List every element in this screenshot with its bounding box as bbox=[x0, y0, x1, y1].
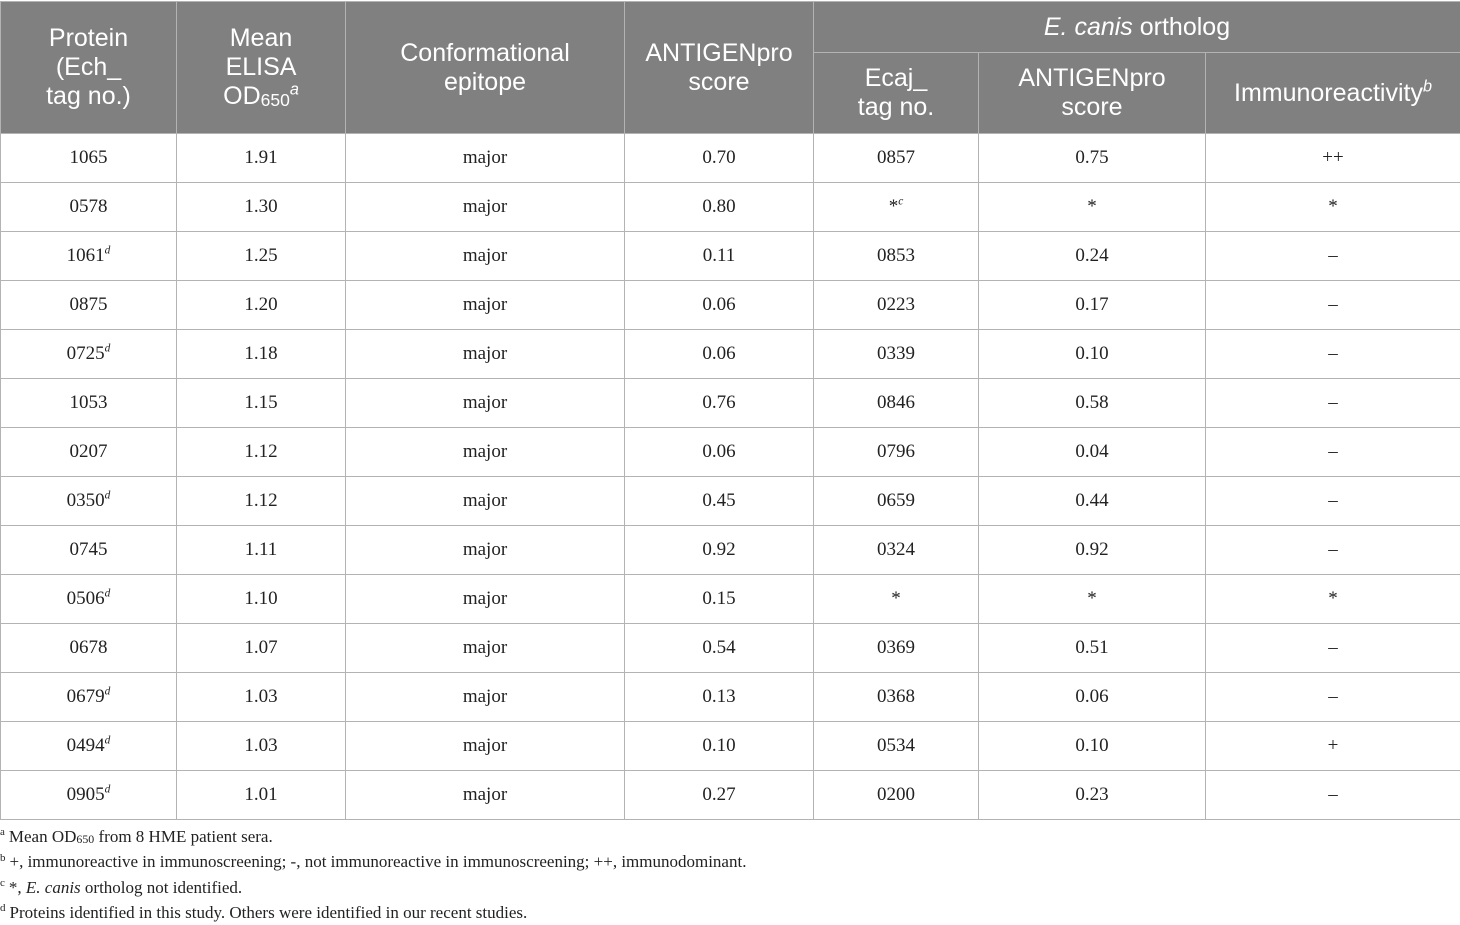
cell-epitope: major bbox=[346, 722, 625, 771]
cell-protein: 0578 bbox=[1, 183, 177, 232]
table-row bbox=[1, 428, 1460, 477]
cell-epitope: major bbox=[346, 232, 625, 281]
table-row bbox=[1, 673, 1460, 722]
footnote-marker: d bbox=[105, 735, 111, 747]
footnote-c: $^c$ *, E. canis ortholog not identified. bbox=[0, 875, 1460, 900]
cell-mean-od: 1.12 bbox=[177, 477, 346, 526]
cell-immunoreactivity: – bbox=[1206, 281, 1460, 330]
footnote-marker: a bbox=[290, 81, 299, 99]
cell-protein: 0350$^d$ bbox=[1, 477, 177, 526]
cell-antigenpro-score: 0.06 bbox=[625, 428, 814, 477]
col-header-antigenpro-score: ANTIGENpro score bbox=[625, 2, 814, 134]
col-header-mean-elisa: Mean ELISA $OD_{650}^a$ bbox=[177, 2, 346, 134]
table-row bbox=[1, 232, 1460, 281]
footnote-d: $^d$ Proteins identified in this study. Others were identified in our recent studies. bbox=[0, 900, 1460, 925]
cell-immunoreactivity: – bbox=[1206, 624, 1460, 673]
cell-epitope: major bbox=[346, 379, 625, 428]
cell-immunoreactivity: – bbox=[1206, 428, 1460, 477]
cell-antigenpro-score: 0.76 bbox=[625, 379, 814, 428]
cell-ecaj-tag: 0324 bbox=[814, 526, 979, 575]
cell-ortholog-score: 0.23 bbox=[979, 771, 1206, 820]
cell-ecaj-tag: *$^c$ bbox=[814, 183, 979, 232]
cell-ortholog-score: 0.17 bbox=[979, 281, 1206, 330]
footnote-marker: c bbox=[898, 196, 903, 208]
cell-immunoreactivity: – bbox=[1206, 673, 1460, 722]
cell-epitope: major bbox=[346, 330, 625, 379]
cell-ortholog-score: 0.10 bbox=[979, 722, 1206, 771]
cell-ecaj-tag: 0223 bbox=[814, 281, 979, 330]
table-row bbox=[1, 281, 1460, 330]
table-row bbox=[1, 330, 1460, 379]
cell-ortholog-score: 0.44 bbox=[979, 477, 1206, 526]
cell-antigenpro-score: 0.92 bbox=[625, 526, 814, 575]
table-row bbox=[1, 771, 1460, 820]
cell-ortholog-score: * bbox=[979, 575, 1206, 624]
cell-protein: 0678 bbox=[1, 624, 177, 673]
cell-immunoreactivity: * bbox=[1206, 575, 1460, 624]
cell-immunoreactivity: * bbox=[1206, 183, 1460, 232]
cell-protein: 0207 bbox=[1, 428, 177, 477]
footnote-marker: d bbox=[105, 686, 111, 698]
cell-antigenpro-score: 0.45 bbox=[625, 477, 814, 526]
cell-mean-od: 1.20 bbox=[177, 281, 346, 330]
table-row bbox=[1, 477, 1460, 526]
cell-antigenpro-score: 0.27 bbox=[625, 771, 814, 820]
table-row bbox=[1, 134, 1460, 183]
cell-protein: 1065 bbox=[1, 134, 177, 183]
cell-mean-od: 1.07 bbox=[177, 624, 346, 673]
cell-mean-od: 1.10 bbox=[177, 575, 346, 624]
cell-mean-od: 1.18 bbox=[177, 330, 346, 379]
footnote-marker: d bbox=[105, 490, 111, 502]
cell-immunoreactivity: – bbox=[1206, 379, 1460, 428]
cell-epitope: major bbox=[346, 281, 625, 330]
table-row bbox=[1, 575, 1460, 624]
cell-ortholog-score: 0.10 bbox=[979, 330, 1206, 379]
cell-antigenpro-score: 0.06 bbox=[625, 330, 814, 379]
cell-immunoreactivity: + bbox=[1206, 722, 1460, 771]
cell-epitope: major bbox=[346, 771, 625, 820]
cell-antigenpro-score: 0.70 bbox=[625, 134, 814, 183]
cell-epitope: major bbox=[346, 183, 625, 232]
cell-mean-od: 1.25 bbox=[177, 232, 346, 281]
cell-protein: 0905$^d$ bbox=[1, 771, 177, 820]
cell-ecaj-tag: 0796 bbox=[814, 428, 979, 477]
cell-epitope: major bbox=[346, 624, 625, 673]
cell-ecaj-tag: 0534 bbox=[814, 722, 979, 771]
cell-mean-od: 1.03 bbox=[177, 722, 346, 771]
cell-immunoreactivity: – bbox=[1206, 232, 1460, 281]
cell-epitope: major bbox=[346, 526, 625, 575]
cell-mean-od: 1.03 bbox=[177, 673, 346, 722]
cell-mean-od: 1.01 bbox=[177, 771, 346, 820]
cell-antigenpro-score: 0.10 bbox=[625, 722, 814, 771]
cell-antigenpro-score: 0.80 bbox=[625, 183, 814, 232]
footnote-marker: b bbox=[1423, 77, 1432, 95]
cell-immunoreactivity: – bbox=[1206, 771, 1460, 820]
col-header-conformational-epitope: Conformational epitope bbox=[346, 2, 625, 134]
data-table bbox=[0, 1, 1460, 820]
footnote-b: $^b$ +, immunoreactive in immunoscreening; -, not immunoreactive in immunoscreening; ++, immunodominant. bbox=[0, 849, 1460, 874]
cell-epitope: major bbox=[346, 134, 625, 183]
cell-ecaj-tag: 0853 bbox=[814, 232, 979, 281]
col-header-ecaj-tag: Ecaj_ tag no. bbox=[814, 53, 979, 134]
cell-protein: 1061$^d$ bbox=[1, 232, 177, 281]
cell-mean-od: 1.91 bbox=[177, 134, 346, 183]
cell-ecaj-tag: * bbox=[814, 575, 979, 624]
table-body bbox=[1, 134, 1460, 820]
cell-ecaj-tag: 0200 bbox=[814, 771, 979, 820]
cell-antigenpro-score: 0.06 bbox=[625, 281, 814, 330]
cell-ecaj-tag: 0659 bbox=[814, 477, 979, 526]
cell-ortholog-score: 0.58 bbox=[979, 379, 1206, 428]
cell-immunoreactivity: – bbox=[1206, 477, 1460, 526]
cell-mean-od: 1.11 bbox=[177, 526, 346, 575]
cell-mean-od: 1.30 bbox=[177, 183, 346, 232]
cell-ortholog-score: 0.04 bbox=[979, 428, 1206, 477]
cell-protein: 1053 bbox=[1, 379, 177, 428]
cell-mean-od: 1.15 bbox=[177, 379, 346, 428]
table-row bbox=[1, 183, 1460, 232]
col-header-ortholog-antigenpro-score: ANTIGENpro score bbox=[979, 53, 1206, 134]
cell-ecaj-tag: 0846 bbox=[814, 379, 979, 428]
cell-ortholog-score: 0.75 bbox=[979, 134, 1206, 183]
cell-protein: 0506$^d$ bbox=[1, 575, 177, 624]
cell-protein: 0494$^d$ bbox=[1, 722, 177, 771]
cell-ecaj-tag: 0857 bbox=[814, 134, 979, 183]
table-row bbox=[1, 526, 1460, 575]
footnote-marker: d bbox=[105, 343, 111, 355]
cell-immunoreactivity: – bbox=[1206, 330, 1460, 379]
cell-immunoreactivity: ++ bbox=[1206, 134, 1460, 183]
table-header bbox=[1, 2, 1460, 134]
cell-antigenpro-score: 0.15 bbox=[625, 575, 814, 624]
cell-protein: 0679$^d$ bbox=[1, 673, 177, 722]
cell-ortholog-score: 0.51 bbox=[979, 624, 1206, 673]
cell-ortholog-score: 0.06 bbox=[979, 673, 1206, 722]
footnotes bbox=[0, 824, 1460, 925]
cell-antigenpro-score: 0.11 bbox=[625, 232, 814, 281]
cell-ecaj-tag: 0368 bbox=[814, 673, 979, 722]
cell-protein: 0745 bbox=[1, 526, 177, 575]
cell-mean-od: 1.12 bbox=[177, 428, 346, 477]
cell-ortholog-score: 0.24 bbox=[979, 232, 1206, 281]
table-row bbox=[1, 624, 1460, 673]
footnote-a: $^a$ Mean $OD_{650}$ from 8 HME patient sera. bbox=[0, 824, 1460, 849]
col-header-immunoreactivity: Immunoreactivity$^b$ bbox=[1206, 53, 1460, 134]
cell-epitope: major bbox=[346, 428, 625, 477]
cell-antigenpro-score: 0.54 bbox=[625, 624, 814, 673]
footnote-marker: d bbox=[105, 588, 111, 600]
cell-ecaj-tag: 0339 bbox=[814, 330, 979, 379]
cell-ortholog-score: * bbox=[979, 183, 1206, 232]
cell-epitope: major bbox=[346, 575, 625, 624]
cell-protein: 0875 bbox=[1, 281, 177, 330]
footnote-marker: d bbox=[105, 784, 111, 796]
footnote-marker: d bbox=[105, 245, 111, 257]
table-row bbox=[1, 379, 1460, 428]
cell-antigenpro-score: 0.13 bbox=[625, 673, 814, 722]
cell-immunoreactivity: – bbox=[1206, 526, 1460, 575]
cell-protein: 0725$^d$ bbox=[1, 330, 177, 379]
cell-ortholog-score: 0.92 bbox=[979, 526, 1206, 575]
cell-epitope: major bbox=[346, 477, 625, 526]
col-header-protein: Protein (Ech_ tag no.) bbox=[1, 2, 177, 134]
cell-epitope: major bbox=[346, 673, 625, 722]
group-header-ecanis-ortholog: E. canis ortholog bbox=[814, 2, 1460, 53]
table-row bbox=[1, 722, 1460, 771]
cell-ecaj-tag: 0369 bbox=[814, 624, 979, 673]
